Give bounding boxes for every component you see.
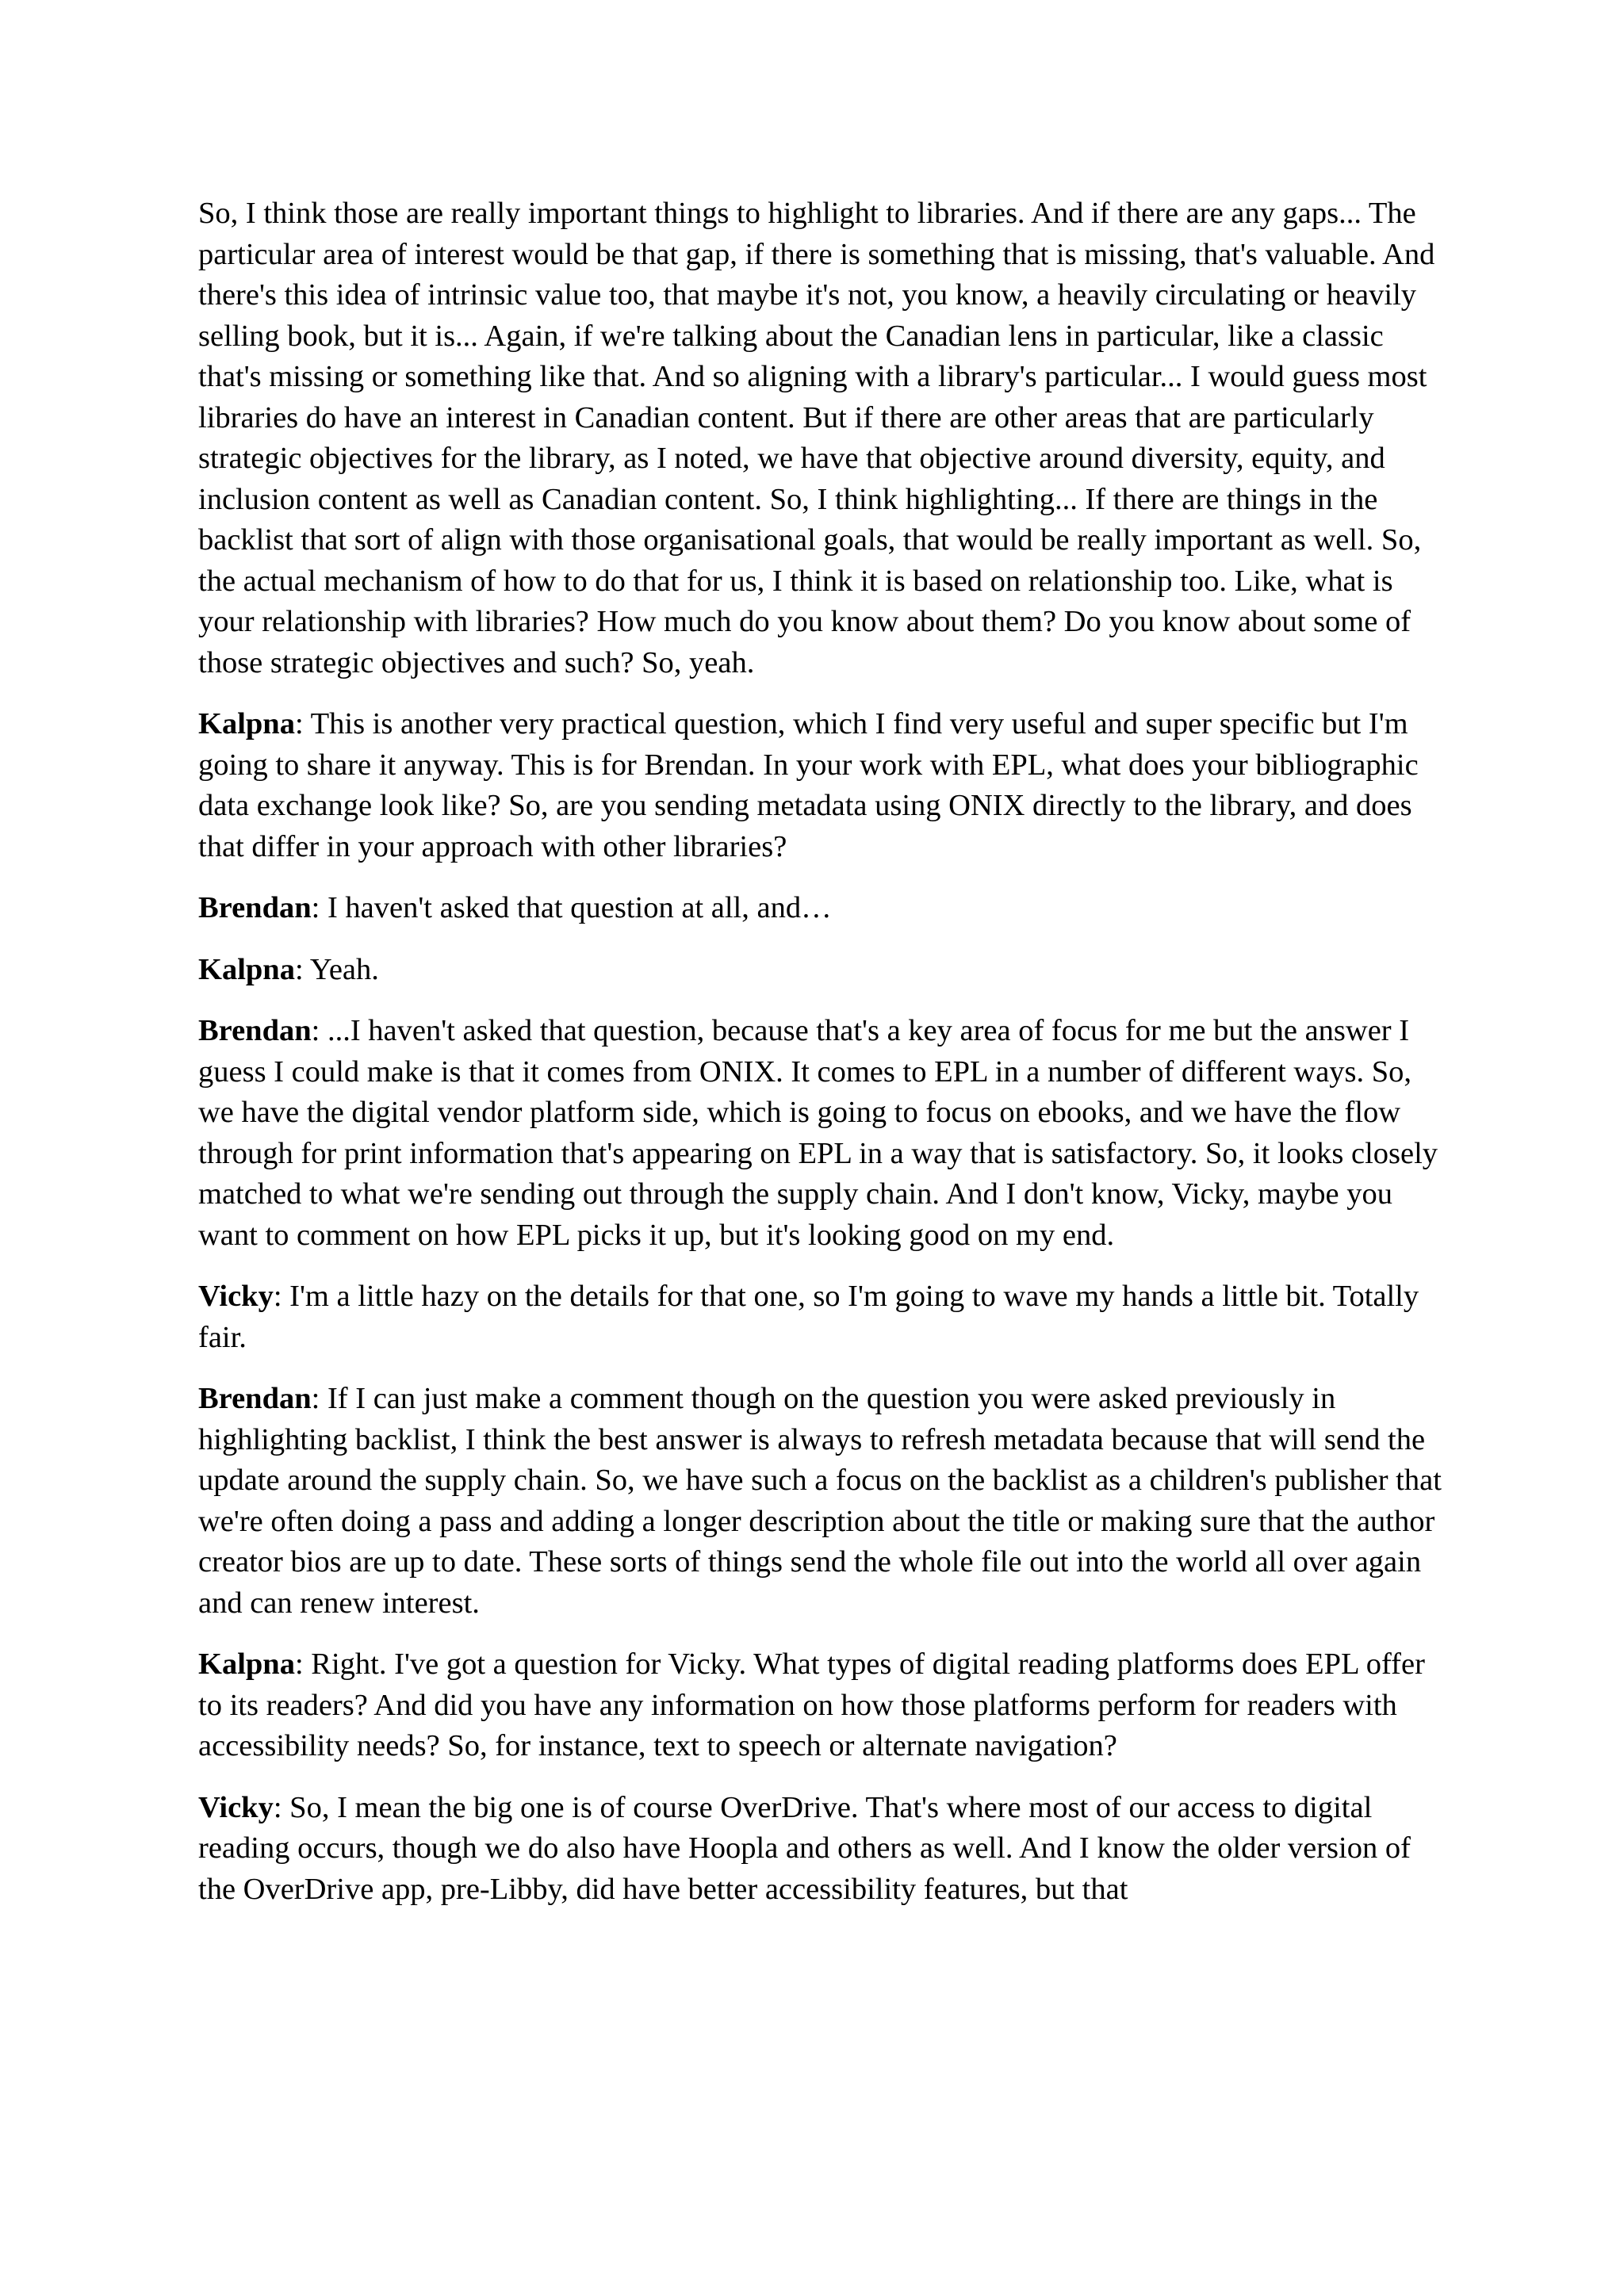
paragraph-text: Right. I've got a question for Vicky. What types of digital reading platforms does EPL offer to its readers? And did you have any information on how those platforms perform for readers with accessibility needs? So, for instance, text to speech or alternate navigation? — [198, 1647, 1425, 1762]
paragraph-text: I haven't asked that question at all, and… — [327, 891, 832, 924]
speaker-separator: : — [294, 707, 311, 740]
speaker-name: Brendan — [198, 1014, 312, 1047]
transcript-body — [198, 193, 1451, 1931]
transcript-paragraph — [198, 1788, 1451, 1911]
transcript-paragraph — [198, 1379, 1451, 1624]
transcript-paragraph — [198, 950, 1451, 991]
paragraph-text: Yeah. — [309, 952, 379, 986]
speaker-separator: : — [311, 1382, 327, 1415]
speaker-separator: : — [311, 1014, 327, 1047]
transcript-paragraph — [198, 1011, 1451, 1256]
speaker-name: Brendan — [198, 1382, 312, 1415]
speaker-name: Vicky — [198, 1280, 274, 1313]
transcript-paragraph — [198, 704, 1451, 867]
speaker-separator: : — [294, 952, 310, 986]
transcript-paragraph — [198, 193, 1451, 683]
speaker-name: Vicky — [198, 1790, 274, 1824]
paragraph-text: So, I mean the big one is of course OverDrive. That's where most of our access to digital reading occurs, though we do also have Hoopla and others as well. And I know the older version of the OverDrive app, pre-Libby, did have better accessibility features, but that — [198, 1790, 1411, 1906]
paragraph-text: I'm a little hazy on the details for that one, so I'm going to wave my hands a little bit. Totally fair. — [198, 1280, 1419, 1354]
speaker-name: Kalpna — [198, 1647, 295, 1681]
transcript-paragraph — [198, 1276, 1451, 1358]
speaker-separator: : — [294, 1647, 312, 1681]
paragraph-text: If I can just make a comment though on the question you were asked previously in highlighting backlist, I think the best answer is always to refresh metadata because that will send the update around the supply chain. So, we have such a focus on the backlist as a children's publisher that we're often doing a pass and adding a longer description about the title or making sure that the author creator bios are up to date. These sorts of things send the whole file out into the world all over again and can renew interest. — [198, 1382, 1442, 1620]
speaker-separator: : — [273, 1280, 290, 1313]
paragraph-text: ...I haven't asked that question, because that's a key area of focus for me but the answer I guess I could make is that it comes from ONIX. It comes to EPL in a number of different ways. So, we have the digital vendor platform side, which is going to focus on ebooks, and we have the flow through for print information that's appearing on EPL in a way that is satisfactory. So, it looks closely matched to what we're sending out through the supply chain. And I don't know, Vicky, maybe you want to comment on how EPL picks it up, but it's looking good on my end. — [198, 1014, 1438, 1252]
transcript-paragraph — [198, 1644, 1451, 1767]
speaker-name: Kalpna — [198, 707, 295, 740]
speaker-separator: : — [311, 891, 327, 924]
speaker-name: Brendan — [198, 891, 312, 924]
speaker-separator: : — [273, 1790, 290, 1824]
paragraph-text: So, I think those are really important things to highlight to libraries. And if there are any gaps... The particular area of interest would be that gap, if there is something that is missing, that's valuable. And there's this idea of intrinsic value too, that maybe it's not, you know, a heavily circulating or heavily selling book, but it is... Again, if we're talking about the Canadian lens in particular, like a classic that's missing or something like that. And so aligning with a library's particular... I would guess most libraries do have an interest in Canadian content. But if there are other areas that are particularly strategic objectives for the library, as I noted, we have that objective around diversity, equity, and inclusion content as well as Canadian content. So, I think highlighting... If there are things in the backlist that sort of align with those organisational goals, that would be really important as well. So, the actual mechanism of how to do that for us, I think it is based on relationship too. Like, what is your relationship with libraries? How much do you know about them? Do you know about some of those strategic objectives and such? So, yeah. — [198, 197, 1435, 679]
paragraph-text: This is another very practical question, which I find very useful and super specific but I'm going to share it anyway. This is for Brendan. In your work with EPL, what does your bibliographic data exchange look like? So, are you sending metadata using ONIX directly to the library, and does that differ in your approach with other libraries? — [198, 707, 1419, 863]
speaker-name: Kalpna — [198, 952, 295, 986]
transcript-paragraph — [198, 888, 1451, 929]
